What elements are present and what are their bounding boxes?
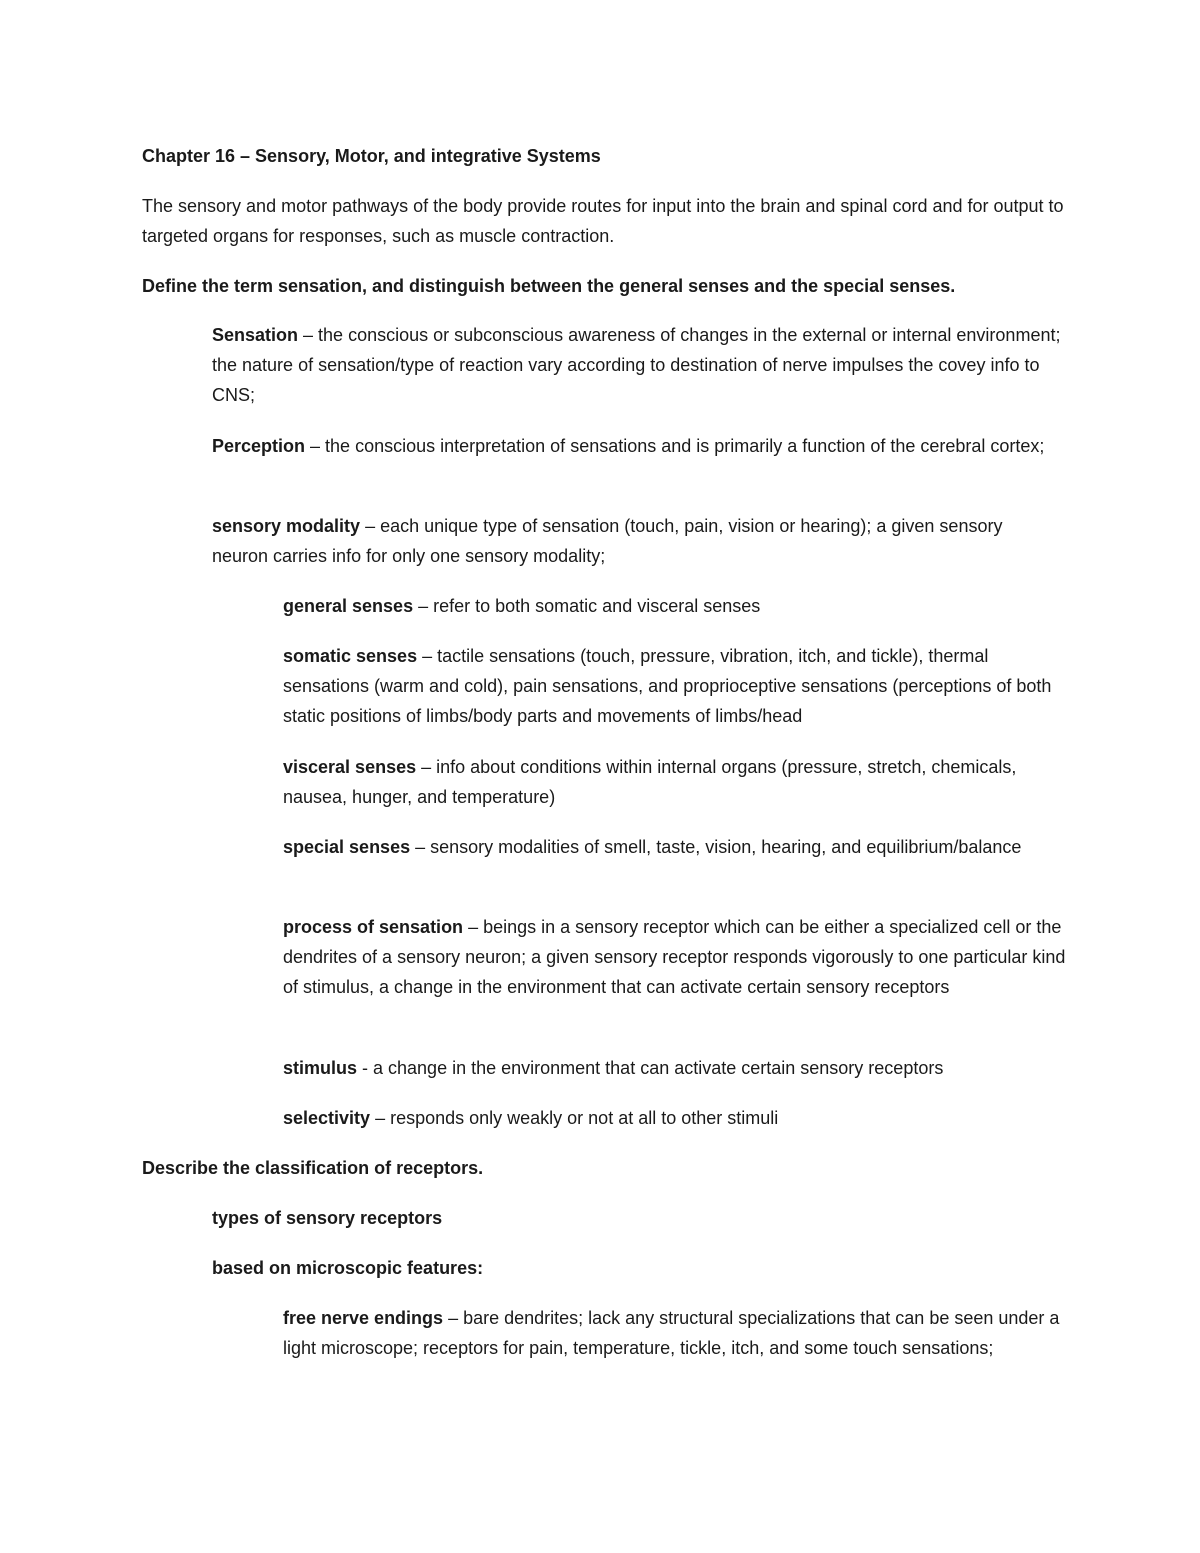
term-free-nerve-endings [283, 1303, 1073, 1363]
term-label: stimulus [283, 1058, 358, 1078]
term-special-senses [283, 832, 1073, 862]
section-heading-receptors: Describe the classification of receptors. [142, 1158, 484, 1178]
term-somatic-senses [283, 641, 1073, 731]
term-label: process of sensation [283, 917, 464, 937]
term-perception [212, 431, 1062, 461]
term-definition: – refer to both somatic and visceral senses [413, 596, 761, 616]
term-definition: – info about conditions within internal organs (pressure, stretch, chemicals, nausea, hunger, and temperature) [283, 757, 1017, 807]
term-label: visceral senses [283, 757, 417, 777]
term-definition: – sensory modalities of smell, taste, vision, hearing, and equilibrium/balance [410, 837, 1022, 857]
term-definition: – each unique type of sensation (touch, pain, vision or hearing); a given sensory neuron carries info for only one sensory modality; [212, 516, 1003, 566]
term-label: Perception [212, 436, 306, 456]
term-visceral-senses [283, 752, 1073, 812]
term-definition: – beings in a sensory receptor which can be either a specialized cell or the dendrites of a sensory neuron; a given sensory receptor responds vigorously to one particular kind of stimulus, a change in the environment that can activate certain sensory receptors [283, 917, 1066, 997]
chapter-title: Chapter 16 – Sensory, Motor, and integrative Systems [142, 146, 601, 166]
term-process-of-sensation [283, 912, 1073, 1002]
term-definition: - a change in the environment that can activate certain sensory receptors [357, 1058, 944, 1078]
section-heading-sensation: Define the term sensation, and distinguish between the general senses and the special senses. [142, 276, 956, 296]
intro-paragraph: The sensory and motor pathways of the body provide routes for input into the brain and spinal cord and for output to targeted organs for responses, such as muscle contraction. [142, 196, 1064, 246]
term-label: special senses [283, 837, 411, 857]
subheading-microscopic: based on microscopic features: [212, 1258, 484, 1278]
term-definition: – bare dendrites; lack any structural specializations that can be seen under a light microscope; receptors for pain, temperature, tickle, itch, and some touch sensations; [283, 1308, 1060, 1358]
subheading-types: types of sensory receptors [212, 1208, 443, 1228]
term-stimulus [283, 1053, 1073, 1083]
term-label: sensory modality [212, 516, 361, 536]
term-label: general senses [283, 596, 414, 616]
term-general-senses [283, 591, 1073, 621]
term-sensation [212, 320, 1062, 410]
term-label: Sensation [212, 325, 299, 345]
term-definition: – tactile sensations (touch, pressure, vibration, itch, and tickle), thermal sensations (warm and cold), pain sensations, and proprioceptive sensations (perceptions of both static positions of limbs/body parts and movements of limbs/head [283, 646, 1052, 726]
term-definition: – the conscious interpretation of sensations and is primarily a function of the cerebral cortex; [305, 436, 1045, 456]
term-definition: – the conscious or subconscious awareness of changes in the external or internal environment; the nature of sensation/type of reaction vary according to destination of nerve impulses the covey info to CNS; [212, 325, 1061, 405]
term-definition: – responds only weakly or not at all to other stimuli [370, 1108, 779, 1128]
term-sensory-modality [212, 511, 1062, 571]
term-selectivity [283, 1103, 1073, 1133]
term-label: selectivity [283, 1108, 371, 1128]
term-label: free nerve endings [283, 1308, 444, 1328]
term-label: somatic senses [283, 646, 418, 666]
